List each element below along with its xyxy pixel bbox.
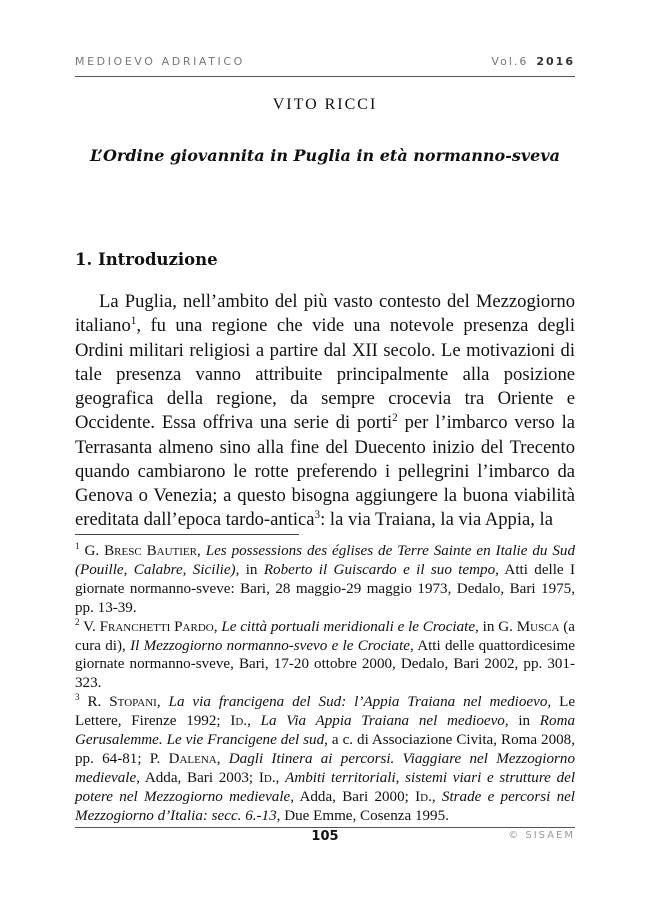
footnote-text: , in [235,561,264,578]
footnote-work-title: Il Mezzogiorno normanno-svevo e le Crociate [130,637,410,654]
article-title: L’Ordine giovannita in Puglia in età normanno-sveva [89,146,561,165]
footnote-work-title: Les possessions des églises de Terre Sainte en Italie du Sud (Pouille, Calabre, Sicilie) [75,543,575,578]
body-text-part: : la via Traiana, la via Appia, la [320,509,553,531]
footnote-text: , [156,694,169,711]
footnote-text: R. [87,694,110,711]
footnote-text: V. [83,618,100,635]
header-rule [75,76,575,77]
footnote-text: , [196,543,206,559]
footnote-author: Bresc Bautier [104,543,197,559]
footnote-ref: 1 [130,315,137,328]
volume-number: Vol.6 [491,55,529,68]
footnote-text: , [213,618,222,635]
body-text-part: , fu una regione che vide una notevole presenza degli Ordini militari religiosi a partire dal XII secolo. Le motivazioni di tale presenza vanno attribuite principalmente alla posizione geografica della regione, da sempre crocevia tra Oriente e Occidente. Essa offriva una serie di porti [75,315,575,434]
footnote-work-title: Le città portuali meridionali e le Crociate, [221,618,479,635]
footnote-text: , Atti delle quattordicesime giornate normanno-sveve, Bari, 17-20 ottobre 2000, Dedalo, Bari 2002, pp. 301-323. [75,637,575,692]
footnote-text: , in [504,713,540,730]
footnote-work-title: Strade e percorsi nel Mezzogiorno d’Italia: secc. 6.-13 [75,788,576,824]
footnote-text: , Adda, Bari 2000; [290,788,416,805]
footnote-author: Id. [415,788,432,805]
footnote-work-title: La via francigena del Sud: l’Appia Traiana nel medioevo [168,694,548,711]
body-paragraph [75,290,575,533]
running-header [75,55,575,75]
footnote [75,542,575,618]
footnote-text: , [216,750,229,767]
footnote-work-title: La Via Appia Traiana nel medioevo [260,713,505,730]
footnote-author: Musca [516,618,560,635]
footnote-author: Franchetti Pardo [99,618,214,635]
body-text-part: La Puglia, nell’ambito del più vasto contesto del Mezzogiorno italiano [75,291,575,337]
footnote-author: Stopani [109,694,157,711]
footnote-work-title: Ambiti territoriali, sistemi viari e strutture del potere nel Mezzogiorno medievale [75,769,576,805]
footnote-text: , Adda, Bari 2003; [136,769,259,786]
footnote-author: Id. [258,769,276,786]
page-number: 105 [311,829,339,844]
footnote-text: , [431,788,442,805]
footnote-number: 1 [75,540,80,551]
footnote-text: , Due Emme, Cosenza 1995. [276,807,449,824]
footnote-text: , Le Lettere, Firenze 1992; [75,694,576,730]
footnote-author: Dalena [168,750,217,767]
footer-rule [75,827,575,828]
footnote-work-title: Dagli Itinera ai percorsi. Viaggiare nel Mezzogiorno medievale [75,750,576,786]
footnote-number: 2 [75,616,80,627]
footnote-text: (a cura di), [75,618,576,654]
body-text-part: per l’imbarco verso la Terrasanta almeno sino alla fine del Duecento inizio del Trecento quando cambiarono le rotte preferendo i pellegrini l’imbarco da Genova o Venezia; a questo bisogna aggiungere la buona viabilità ereditata dall’epoca tardo-antica [75,412,575,531]
page-footer [75,829,575,851]
footnote-separator [75,534,299,535]
footnote-work-title: Roma Gerusalemme. Le vie Francigene del sud [75,713,576,749]
article-author: VITO RICCI [272,96,378,113]
footnote-text: , [247,713,261,730]
volume-year: 2016 [536,55,575,68]
footnote-ref: 2 [392,412,398,425]
footnote-ref: 3 [314,509,321,522]
footnote-work-title: Roberto il Guiscardo e il suo tempo [263,561,496,578]
footnote-text: , Atti delle I giornate normanno-sveve: Bari, 28 maggio-29 maggio 1973, Dedalo, Bari 1975, pp. 13-39. [75,561,575,616]
footnote-author: Id. [230,713,248,730]
copyright-notice: © SISAEM [508,830,575,841]
footnote-number: 3 [75,692,80,703]
volume-info [491,55,575,68]
footnote-text: , a c. di Associazione Civita, Roma 2008, pp. 64-81; P. [75,732,575,767]
footnote [75,693,575,825]
footnote [75,618,575,694]
footnote-text: in G. [478,618,517,635]
journal-name: MEDIOEVO ADRIATICO [75,55,245,68]
footnotes [75,542,575,826]
footnote-text: G. [84,543,105,559]
section-heading: 1. Introduzione [75,250,218,269]
footnote-text: , [275,769,286,786]
